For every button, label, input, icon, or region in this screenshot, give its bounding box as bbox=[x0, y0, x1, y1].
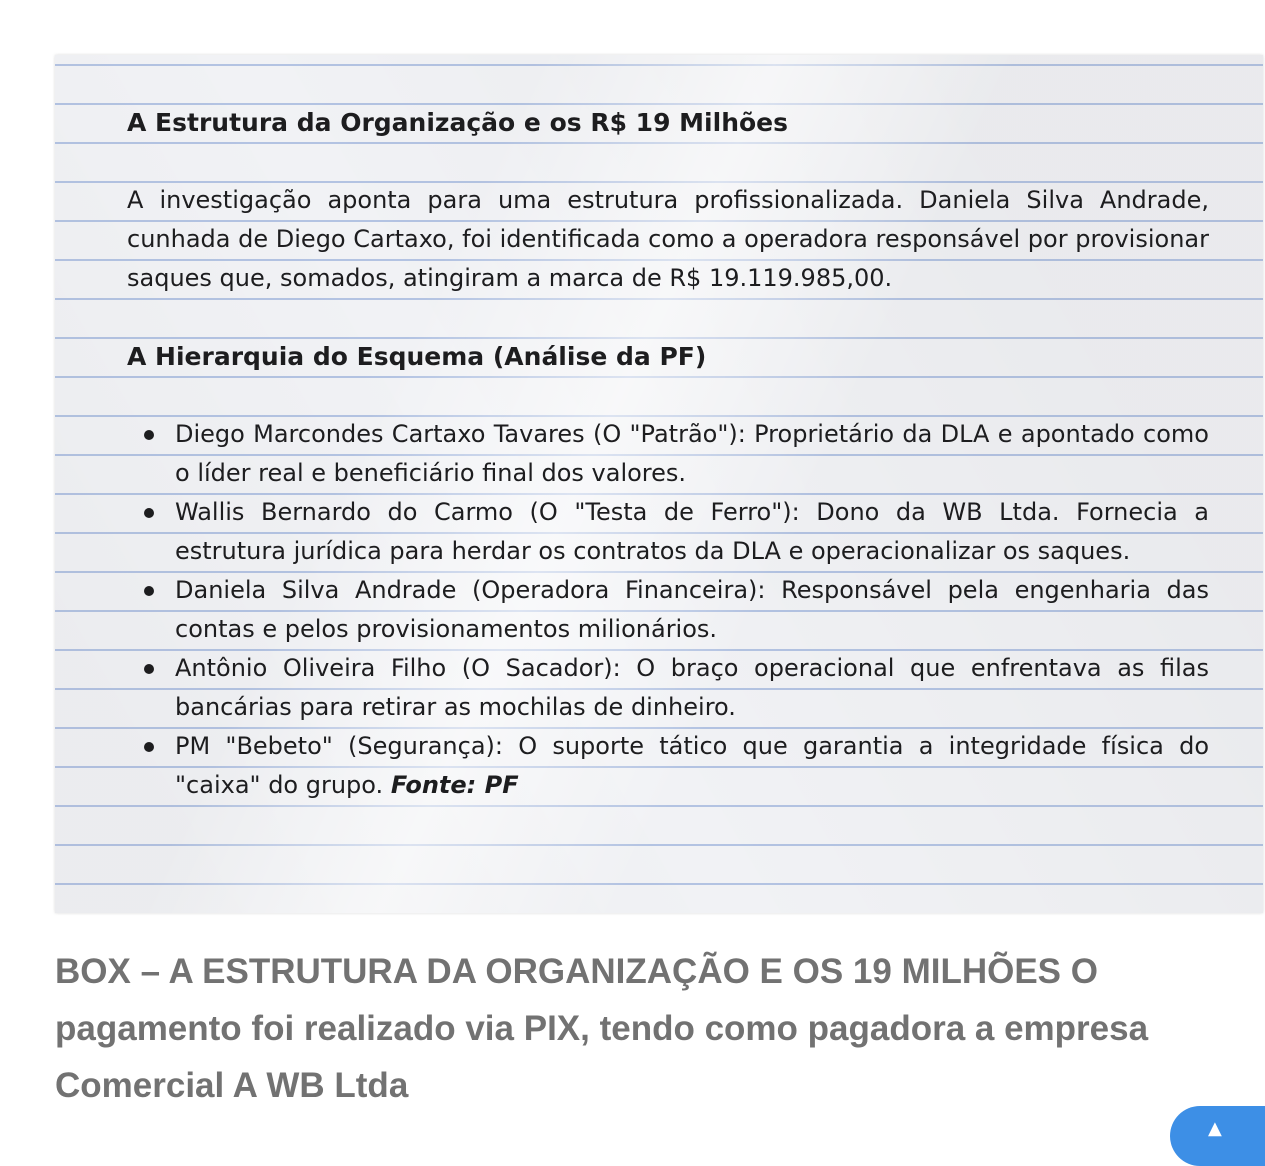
list-item-text: Daniela Silva Andrade (Operadora Financeira): Responsável pela engenharia das contas e pelos provisionamentos milionários. bbox=[175, 576, 1209, 643]
list-item bbox=[175, 493, 1209, 571]
section-heading-structure: A Estrutura da Organização e os R$ 19 Milhões bbox=[127, 108, 788, 137]
list-item-text: Diego Marcondes Cartaxo Tavares (O "Patrão"): Proprietário da DLA e apontado como o líder real e beneficiário final dos valores. bbox=[175, 420, 1209, 487]
notebook-paper-image bbox=[55, 55, 1263, 913]
hierarchy-list bbox=[127, 415, 1209, 805]
list-item-text: Antônio Oliveira Filho (O Sacador): O braço operacional que enfrentava as filas bancárias para retirar as mochilas de dinheiro. bbox=[175, 654, 1209, 721]
chevron-up-icon: ▲ bbox=[1208, 1118, 1222, 1139]
image-caption: BOX – A ESTRUTURA DA ORGANIZAÇÃO E OS 19 MILHÕES O pagamento foi realizado via PIX, tendo como pagadora a empresa Comercial A WB Ltda bbox=[55, 952, 1149, 1105]
list-item-text: PM "Bebeto" (Segurança): O suporte tático que garantia a integridade física do "caixa" do grupo. bbox=[175, 732, 1209, 799]
box-content bbox=[127, 103, 1209, 805]
investigation-paragraph: A investigação aponta para uma estrutura profissionalizada. Daniela Silva Andrade, cunhada de Diego Cartaxo, foi identificada como a operadora responsável por provisionar saques que, somados, atingiram a marca de R$ 19.119.985,00. bbox=[127, 186, 1209, 292]
list-item bbox=[175, 571, 1209, 649]
list-item bbox=[175, 727, 1209, 805]
list-item-text: Wallis Bernardo do Carmo (O "Testa de Ferro"): Dono da WB Ltda. Fornecia a estrutura jurídica para herdar os contratos da DLA e operacionalizar os saques. bbox=[175, 498, 1209, 565]
source-credit: Fonte: PF bbox=[390, 771, 519, 799]
scroll-to-top-button[interactable] bbox=[1170, 1106, 1265, 1166]
section-heading-hierarchy: A Hierarquia do Esquema (Análise da PF) bbox=[127, 342, 707, 371]
list-item bbox=[175, 649, 1209, 727]
list-item bbox=[175, 415, 1209, 493]
